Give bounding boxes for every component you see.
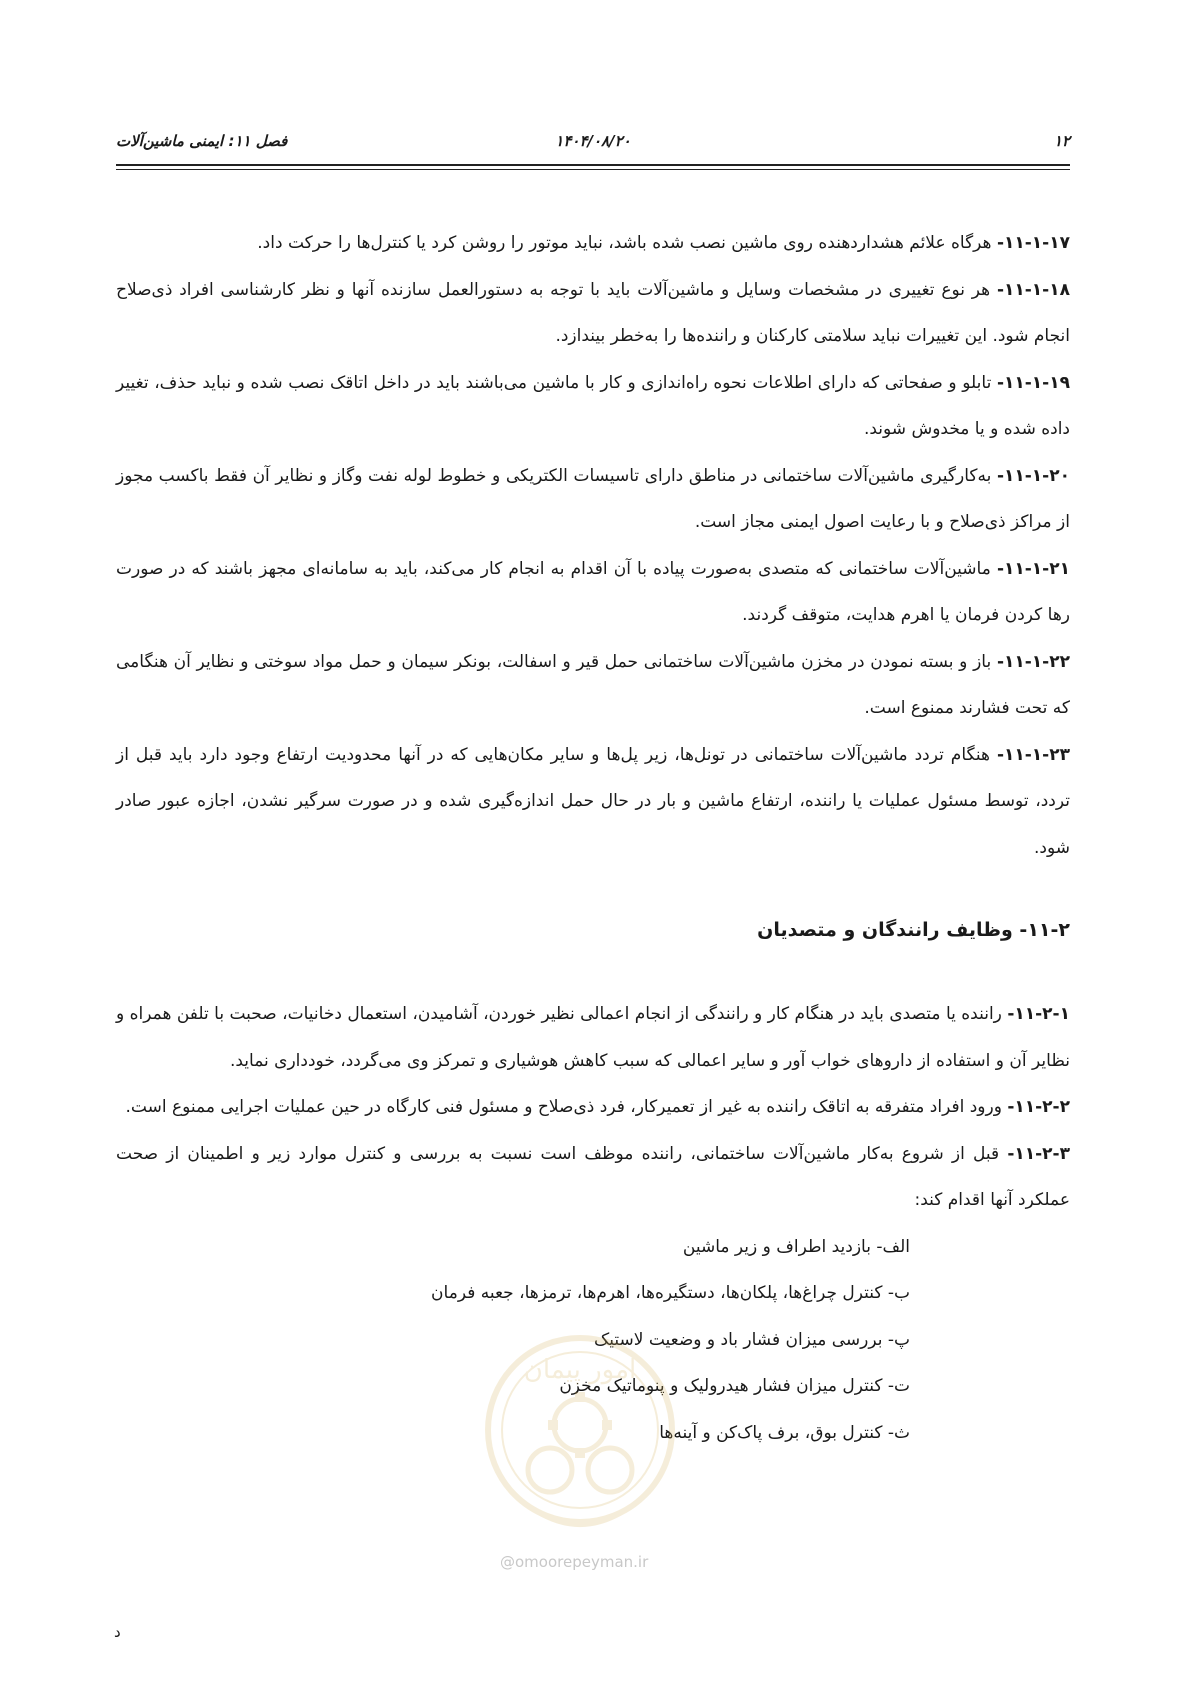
paragraph bbox=[116, 732, 1070, 872]
clause-number: ۱۱-۱-۱۸- bbox=[996, 279, 1070, 300]
clause-number: ۱۱-۱-۲۲- bbox=[996, 651, 1070, 672]
clause-text: قبل از شروع به‌کار ماشین‌آلات ساختمانی، راننده موظف است نسبت به بررسی و کنترل موارد زیر و اطمینان از صحت عملکرد آنها اقدام کند: bbox=[116, 1143, 1070, 1210]
paragraph bbox=[116, 1131, 1070, 1224]
clause-number: ۱۱-۱-۲۰- bbox=[996, 465, 1070, 486]
clause-number: ۱۱-۱-۱۷- bbox=[996, 233, 1070, 253]
list-item: الف- بازدید اطراف و زیر ماشین bbox=[682, 1236, 910, 1257]
clause-text: راننده یا متصدی باید در هنگام کار و رانندگی از انجام اعمالی نظیر خوردن، آشامیدن، استعمال دخانیات، صحبت با تلفن همراه و نظایر آن و استفاده از داروهای خواب آور و سایر اعمالی که سبب کاهش هوشیاری و تمرکز وی می‌گردد، خودداری نماید. bbox=[116, 1004, 1070, 1071]
clause-text: به‌کارگیری ماشین‌آلات ساختمانی در مناطق دارای تاسیسات الکتریکی و خطوط لوله نفت وگاز و نظایر آن فقط باکسب مجوز از مراکز ذی‌صلاح و با رعایت اصول ایمنی مجاز است. bbox=[116, 465, 1070, 532]
paragraph bbox=[116, 220, 1070, 267]
clause-text: تابلو و صفحاتی که دارای اطلاعات نحوه راه‌اندازی و کار با ماشین می‌باشند باید در داخل اتاقک نصب شده و نباید حذف، تغییر داده شده و یا مخدوش شوند. bbox=[116, 372, 1070, 439]
list-item: ث- کنترل بوق، برف پاک‌کن و آینه‌ها bbox=[659, 1422, 910, 1443]
chapter-title: فصل ۱۱: ایمنی ماشین‌آلات bbox=[116, 132, 288, 150]
paragraph bbox=[116, 639, 1070, 732]
paragraph bbox=[116, 360, 1070, 453]
clause-text: ورود افراد متفرقه به اتاقک راننده به غیر از تعمیرکار، فرد ذی‌صلاح و مسئول فنی کارگاه در حین عملیات اجرایی ممنوع است. bbox=[125, 1097, 1008, 1117]
page-number: ۱۲ bbox=[1053, 132, 1070, 150]
paragraph bbox=[116, 267, 1070, 360]
clause-text: هرگاه علائم هشداردهنده روی ماشین نصب شده باشد، نباید موتور را روشن کرد یا کنترل‌ها را حرکت داد. bbox=[257, 233, 997, 253]
section-heading: ۱۱-۲- وظایف رانندگان و متصدیان bbox=[757, 919, 1070, 941]
clause-number: ۱۱-۲-۱- bbox=[1007, 1004, 1070, 1024]
header-date: ۱۴۰۴/۰۸/۲۰ bbox=[555, 132, 631, 150]
paragraph bbox=[116, 991, 1070, 1084]
paragraph bbox=[116, 1084, 1070, 1131]
clause-number: ۱۱-۱-۲۳- bbox=[996, 744, 1070, 765]
header-rule-thick bbox=[116, 164, 1070, 166]
clause-text: باز و بسته نمودن در مخزن ماشین‌آلات ساختمانی حمل قیر و اسفالت، بونکر سیمان و حمل مواد سوختی و نظایر آن هنگامی که تحت فشارند ممنوع است. bbox=[116, 651, 1070, 718]
clause-text: ماشین‌آلات ساختمانی که متصدی به‌صورت پیاده با آن اقدام به انجام کار می‌کند، باید به سامانه‌ای مجهز باشند که در صورت رها کردن فرمان یا اهرم هدایت، متوقف گردند. bbox=[116, 558, 1070, 625]
body-content bbox=[116, 220, 1070, 1456]
paragraph bbox=[116, 453, 1070, 546]
list-item: ت- کنترل میزان فشار هیدرولیک و پنوماتیک مخزن bbox=[559, 1376, 910, 1396]
paragraph bbox=[116, 546, 1070, 639]
clause-number: ۱۱-۲-۳- bbox=[1007, 1143, 1070, 1164]
clause-text: هنگام تردد ماشین‌آلات ساختمانی در تونل‌ها، زیر پل‌ها و سایر مکان‌هایی که در آنها محدودیت ارتفاع وجود دارد باید قبل از تردد، توسط مسئول عملیات یا راننده، ارتفاع ماشین و بار در حال حمل اندازه‌گیری شده و در صورت سرگیر نشدن، اجازه عبور صادر شود. bbox=[116, 744, 1070, 858]
page-header bbox=[116, 128, 1070, 160]
footer-letter: د bbox=[114, 1623, 121, 1641]
list-item: ب- کنترل چراغ‌ها، پلکان‌ها، دستگیره‌ها، اهرم‌ها، ترمزها، جعبه فرمان bbox=[431, 1283, 910, 1303]
list-item: پ- بررسی میزان فشار باد و وضعیت لاستیک bbox=[594, 1329, 910, 1350]
clause-number: ۱۱-۲-۲- bbox=[1007, 1097, 1070, 1117]
watermark-logo-text: امور پیمان bbox=[523, 1355, 637, 1385]
watermark-text: @omoorepeyman.ir bbox=[500, 1553, 649, 1571]
header-rule-thin bbox=[116, 169, 1070, 170]
clause-number: ۱۱-۱-۲۱- bbox=[996, 558, 1070, 579]
clause-text: هر نوع تغییری در مشخصات وسایل و ماشین‌آلات باید با توجه به دستورالعمل سازنده آنها و نظر کارشناسی افراد ذی‌صلاح انجام شود. این تغییرات نباید سلامتی کارکنان و راننده‌ها را به‌خطر بیندازد. bbox=[116, 279, 1070, 346]
watermark-logo bbox=[480, 1320, 680, 1560]
clause-number: ۱۱-۱-۱۹- bbox=[996, 372, 1070, 393]
